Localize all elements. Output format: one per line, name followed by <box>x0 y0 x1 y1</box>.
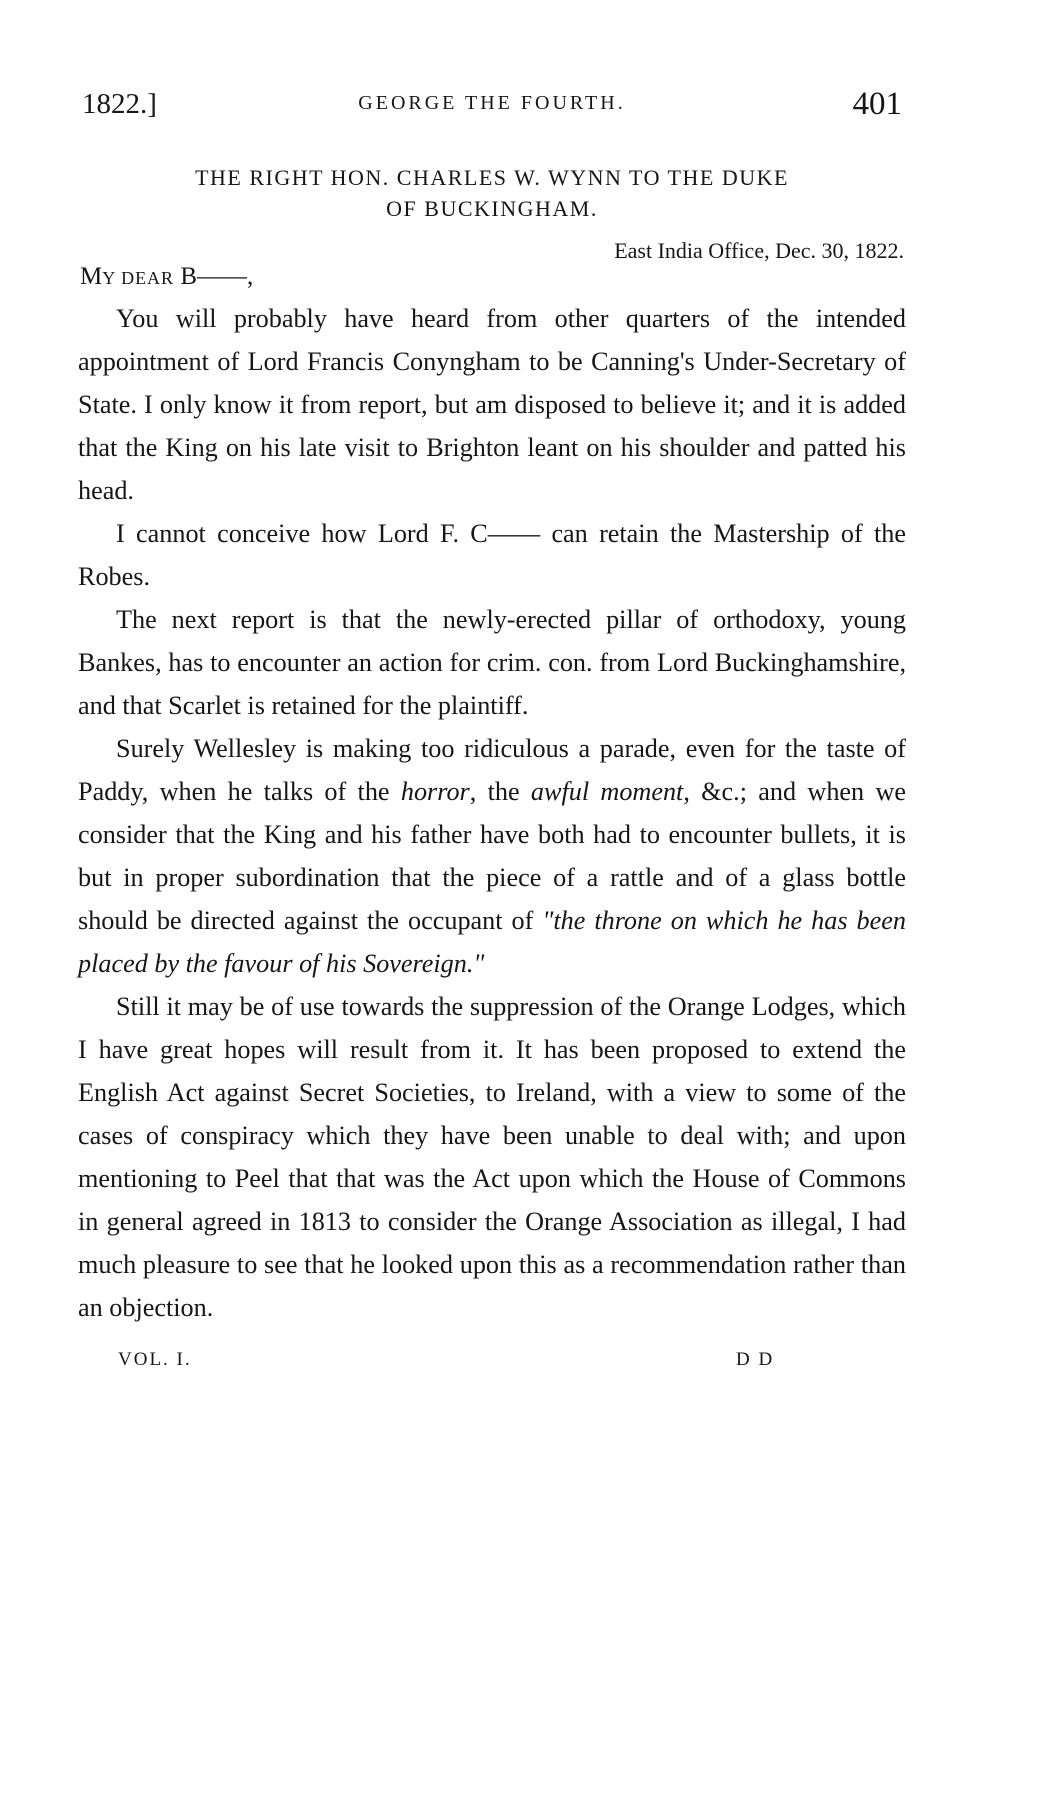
header-year: 1822.] <box>82 88 157 120</box>
letter-title-line1: THE RIGHT HON. CHARLES W. WYNN TO THE DUKE <box>195 165 789 190</box>
page-footer <box>78 1349 906 1383</box>
running-head <box>78 88 906 132</box>
book-page <box>78 88 906 1383</box>
salutation-smallcaps: Y DEAR <box>102 268 175 288</box>
paragraph-3: The next report is that the newly-erected pillar of orthodoxy, young Bankes, has to encounter an action for crim. con. from Lord Buckinghamshire, and that Scarlet is retained for the plaintiff. <box>78 605 906 720</box>
paragraph-5: Still it may be of use towards the suppression of the Orange Lodges, which I have great hopes will result from it. It has been proposed to extend the English Act against Secret Societies, to Ireland, with a view to some of the cases of conspiracy which they have been unable to deal with; and upon mentioning to Peel that that was the Act upon which the House of Commons in general agreed in 1813 to consider the Orange Association as illegal, I had much pleasure to see that he looked upon this as a recommendation rather than an objection. <box>78 992 906 1322</box>
salutation-name: B——, <box>174 263 254 290</box>
p4-text-c: , &c.; and when we consider that the King and his father have both had to encounter bullets, it is but in proper subordination that the piece of a rattle and of a glass bottle should be directed against the occupant of <box>78 777 906 935</box>
running-title: GEORGE THE FOURTH. <box>358 92 626 114</box>
volume-label: VOL. I. <box>118 1349 192 1370</box>
p4-italic-quote: "the throne on which he has been placed by the favour of his Sovereign." <box>78 906 906 978</box>
letter-title <box>78 162 906 224</box>
p4-italic-awful-moment: awful moment <box>530 777 684 806</box>
paragraph-4 <box>78 727 906 985</box>
letter-title-line2: OF BUCKINGHAM. <box>386 196 598 221</box>
p4-text-a: Surely Wellesley is making too ridiculous a parade, even for the taste of Paddy, when he talks of the <box>78 734 906 806</box>
paragraph-1: You will probably have heard from other quarters of the intended appointment of Lord Francis Conyngham to be Canning's Under-Secretary of State. I only know it from report, but am disposed to believe it; and it is added that the King on his late visit to Brighton leant on his shoulder and patted his head. <box>78 304 906 505</box>
page-number: 401 <box>852 86 902 122</box>
p4-text-b: , the <box>469 777 531 806</box>
paragraph-2: I cannot conceive how Lord F. C—— can retain the Mastership of the Robes. <box>78 519 906 591</box>
signature-mark: D D <box>736 1349 775 1370</box>
p4-italic-horror: horror <box>400 777 470 806</box>
salutation-initial: M <box>80 263 103 290</box>
letter-dateline: East India Office, Dec. 30, 1822. <box>614 238 904 263</box>
